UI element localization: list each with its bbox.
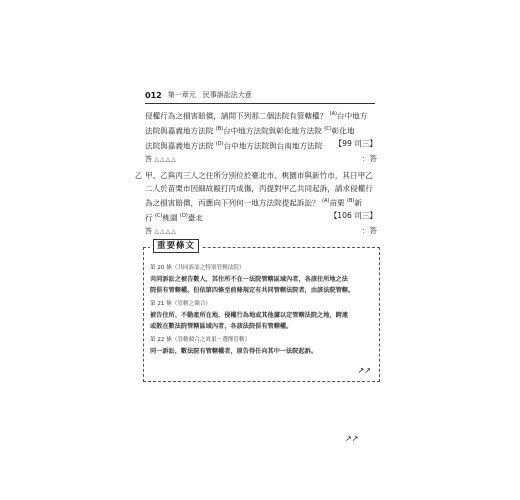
statute-box-body	[150, 260, 374, 357]
statute-box-title: 重要條文	[150, 239, 202, 251]
statute-box	[143, 241, 380, 382]
question-2-option-c: 桃園	[162, 213, 178, 223]
question-2-answer-marks: △△△△	[154, 228, 177, 236]
question-1-answer-marks: △△△△	[154, 156, 177, 164]
article-title: 第 21 條（管轄之競合）	[150, 301, 212, 307]
question-2-answer-label: 答	[145, 227, 152, 236]
question-1	[145, 108, 377, 167]
question-1-answer-right: ：答	[361, 154, 377, 164]
question-2-option-d: 臺北	[187, 213, 203, 223]
question-1-line-2: 法院與嘉義地方法院 $^{(B)}$台中地方法院與彰化地方法院 $^{(C)}$彰化地	[145, 126, 355, 136]
page-header	[145, 88, 375, 102]
question-2-exam-ref: 【106 司三】	[329, 211, 377, 221]
question-1-line-1: 侵權行為之損害賠償，請問下列那二個法院有管轄權？ $^{(A)}$台中地方	[145, 111, 368, 121]
question-2-line-4: 行 $^{(C)}$桃園 $^{(D)}$臺北 【106 司三】	[145, 211, 377, 223]
statute-article-20	[150, 263, 374, 296]
header-rule	[145, 103, 375, 104]
question-1-line-3: 法院與嘉義地方法院 $^{(D)}$台中地方法院與台南地方法院 【99 司三】	[145, 139, 377, 151]
question-1-exam-ref: 【99 司三】	[334, 139, 377, 149]
question-2-option-b: 新	[354, 198, 362, 208]
question-2-option-a: 苗栗	[329, 198, 345, 208]
question-1-option-b: 台中地方法院與彰化地方法院	[223, 126, 322, 136]
article-text-line: 或散在數法院管轄區域內者，各該法院俱有管轄權。	[150, 323, 293, 330]
statute-end-mark: ↗↗	[357, 366, 371, 375]
question-2-answer-line	[145, 225, 377, 239]
statute-article-21	[150, 299, 374, 332]
question-1-answer-label: 答	[145, 155, 152, 164]
question-2-line-2: 二人於苗栗市因細故毆打丙成傷，丙提對甲乙共同起訴，請求侵權行	[145, 183, 373, 193]
question-2-side-prefix: 乙	[135, 172, 142, 180]
question-1-option-d: 台中地方法院與台南地方法院	[223, 141, 323, 151]
page-number: 012	[145, 90, 162, 100]
question-1-option-c: 彰化地	[331, 126, 355, 136]
question-2	[135, 170, 377, 239]
chapter-title: 第一章元 民事訴訟法大意	[167, 91, 252, 99]
article-text-line: 同一訴訟，數法院有管轄權者，原告得任向其中一法院起訴。	[150, 348, 318, 355]
article-text-line: 被告住所、不動產所在地、侵權行為地或其他據以定管轄法院之地，跨連	[150, 312, 348, 319]
article-text-line: 共同訴訟之被告數人，其住所不在一法院管轄區域內者，各該住所地之法	[150, 276, 348, 283]
question-1-answer-line	[145, 153, 377, 167]
page-bottom-mark: ↗↗	[345, 434, 359, 443]
question-2-answer-right: ：答	[361, 226, 377, 236]
question-1-option-a: 台中地方	[337, 111, 368, 121]
article-title: 第 20 條（共同訴訟之特別管轄法院）	[150, 265, 245, 271]
article-text-line: 院俱有管轄權。但依第四條至前條規定有共同管轄法院者，由該法院管轄。	[150, 287, 355, 294]
statute-article-22	[150, 335, 374, 357]
question-2-line-3: 為之損害賠償，丙應向下列何一地方法院提起訴訟？ $^{(A)}$苗栗 $^{(B)}$新	[145, 198, 362, 208]
article-title: 第 22 條（管轄競合之效果－選擇管轄）	[150, 337, 251, 343]
question-2-line-1: 甲、乙與丙三人之住所分別位於臺北市、桃園市與新竹市，其日甲乙 乙	[145, 170, 377, 183]
